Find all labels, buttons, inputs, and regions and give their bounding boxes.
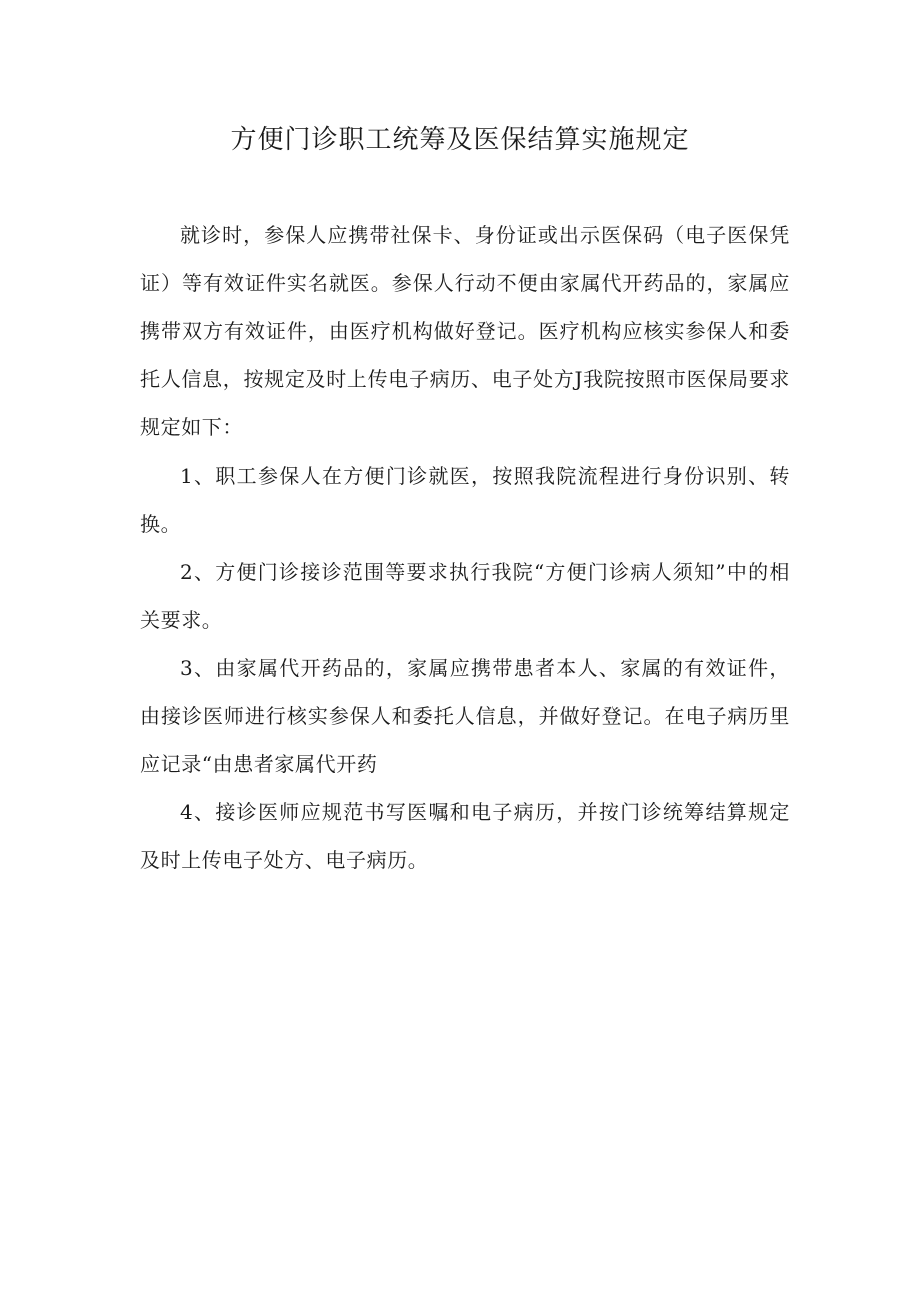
document-title: 方便门诊职工统筹及医保结算实施规定 [230,125,690,155]
rule-item-3: 3、由家属代开药品的，家属应携带患者本人、家属的有效证件，由接诊医师进行核实参保人和委托人信息，并做好登记。在电子病历里应记录“由患者家属代开药 [140,656,790,776]
intro-paragraph: 就诊时，参保人应携带社保卡、身份证或出示医保码（电子医保凭证）等有效证件实名就医。参保人行动不便由家属代开药品的，家属应携带双方有效证件，由医疗机构做好登记。医疗机构应核实参保人和委托人信息，按规定及时上传电子病历、电子处方J我院按照市医保局要求规定如下： [140,223,790,439]
rule-item-1: 1、职工参保人在方便门诊就医，按照我院流程进行身份识别、转换。 [140,464,790,536]
rule-item-4: 4、接诊医师应规范书写医嘱和电子病历，并按门诊统筹结算规定及时上传电子处方、电子病历。 [140,800,790,872]
rule-item-2: 2、方便门诊接诊范围等要求执行我院“方便门诊病人须知”中的相关要求。 [140,560,790,632]
